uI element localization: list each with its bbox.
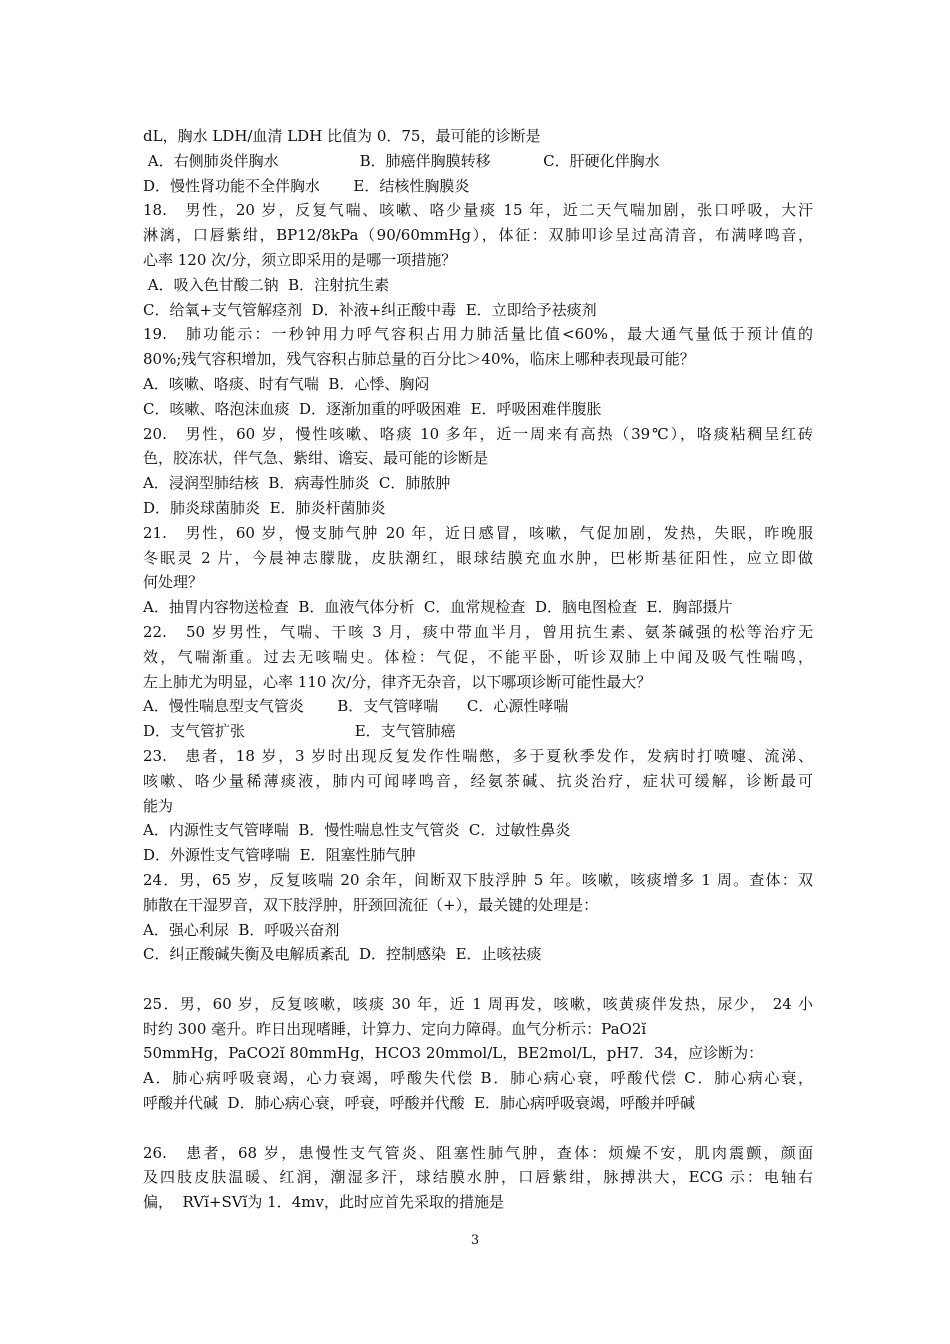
- text-line: 18. 男性，20 岁，反复气喘、咳嗽、咯少量痰 15 年，近二天气喘加剧，张口呼吸，大汗: [143, 201, 813, 220]
- text-line: 何处理？: [143, 573, 204, 592]
- text-line: 色，胶冻状，伴气急、紫绀、谵妄、最可能的诊断是: [143, 449, 489, 468]
- text-line: A．吸入色甘酸二钠 B．注射抗生素: [143, 275, 390, 294]
- text-line: 80%;残气容积增加，残气容积占肺总量的百分比＞40%，临床上哪种表现最可能？: [143, 350, 695, 369]
- text-line: A．肺心病呼吸衰竭，心力衰竭，呼酸失代偿 B．肺心病心衰，呼酸代偿 C．肺心病心衰，: [143, 1069, 813, 1088]
- text-line: 21. 男性，60 岁，慢支肺气肿 20 年，近日感冒，咳嗽，气促加剧，发热，失眠，昨晚服: [143, 523, 813, 542]
- text-line: 呼酸并代碱 D．肺心病心衰，呼衰，呼酸并代酸 E．肺心病呼吸衰竭，呼酸并呼碱: [143, 1094, 696, 1113]
- question-block: [143, 422, 813, 521]
- question-block: [143, 992, 813, 1116]
- question-block: [143, 1141, 813, 1215]
- text-line: 淋漓，口唇紫绀，BP12/8kPa（90/60mmHg），体征：双肺叩诊呈过高清音，布满哮鸣音，: [143, 226, 813, 245]
- text-line: 19. 肺功能示：一秒钟用力呼气容积占用力肺活量比值<60%，最大通气量低于预计值的: [143, 325, 813, 344]
- text-line: 24．男，65 岁，反复咳喘 20 余年，间断双下肢浮肿 5 年。咳嗽，咳痰增多 1 周。查体：双: [143, 870, 813, 889]
- text-line: A．咳嗽、咯痰、时有气喘 B．心悸、胸闷: [143, 374, 430, 393]
- text-line: C．纠正酸碱失衡及电解质紊乱 D．控制感染 E．止咳祛痰: [143, 945, 542, 964]
- text-line: 冬眠灵 2 片，今晨神志朦胧，皮肤潮红，眼球结膜充血水肿，巴彬斯基征阳性，应立即做: [143, 548, 813, 567]
- text-line: 及四肢皮肤温暖、红润，潮湿多汗，球结膜水肿，口唇紫绀，脉搏洪大，ECG 示：电轴右: [143, 1168, 813, 1187]
- text-line: 效，气喘渐重。过去无咳喘史。体检：气促，不能平卧，听诊双肺上中闻及吸气性喘鸣，: [143, 647, 813, 666]
- blank-line: [143, 967, 813, 992]
- text-line: 心率 120 次/分，须立即采用的是哪一项措施？: [143, 250, 457, 269]
- question-block: [143, 868, 813, 967]
- text-line: dL，胸水 LDH/血清 LDH 比值为 0．75，最可能的诊断是: [143, 127, 541, 145]
- page-number: 3: [470, 1233, 480, 1248]
- text-line: C．给氧+支气管解痉剂 D．补液+纠正酸中毒 E．立即给予祛痰剂: [143, 300, 597, 319]
- text-line: A．慢性喘息型支气管炎 B．支气管哮喘 C．心源性哮喘: [143, 697, 569, 716]
- question-block: [143, 620, 813, 744]
- text-line: A．内源性支气管哮喘 B．慢性喘息性支气管炎 C．过敏性鼻炎: [143, 821, 571, 840]
- text-line: 22. 50 岁男性，气喘、干咳 3 月，痰中带血半月，曾用抗生素、氨茶碱强的松等治疗无: [143, 622, 813, 641]
- text-line: D．慢性肾功能不全伴胸水 E．结核性胸膜炎: [143, 176, 470, 195]
- question-block: [143, 322, 813, 421]
- text-line: C．咳嗽、咯泡沫血痰 D．逐渐加重的呼吸困难 E．呼吸困难伴腹胀: [143, 399, 602, 418]
- text-line: 23. 患者，18 岁，3 岁时出现反复发作性喘憋，多于夏秋季发作，发病时打喷嚏、流涕、: [143, 746, 813, 765]
- text-line: 26. 患者，68 岁，患慢性支气管炎、阻塞性肺气肿，查体：烦燥不安，肌肉震颤，颜面: [143, 1143, 813, 1162]
- page-body: [143, 124, 813, 1215]
- text-line: 50mmHg，PaCO2ĭ 80mmHg，HCO3 20mmol/L，BE2mol/L，pH7．34，应诊断为：: [143, 1044, 764, 1063]
- text-line: A．抽胃内容物送检查 B．血液气体分析 C．血常规检查 D．脑电图检查 E．胸部摄片: [143, 598, 733, 617]
- text-line: A．浸润型肺结核 B．病毒性肺炎 C．肺脓肿: [143, 474, 451, 493]
- text-line: 20. 男性，60 岁，慢性咳嗽、咯痰 10 多年，近一周来有高热（39℃），咯痰粘稠呈红砖: [143, 424, 813, 443]
- text-line: 左上肺尤为明显，心率 110 次/分，律齐无杂音，以下哪项诊断可能性最大？: [143, 672, 652, 691]
- text-line: 偏， RVĭ+SVĭ为 1．4mv，此时应首先采取的措施是: [143, 1193, 504, 1212]
- question-block: [143, 124, 813, 198]
- text-line: 时约 300 毫升。昨日出现嗜睡，计算力、定向力障碍。血气分析示：PaO2ĭ: [143, 1019, 647, 1038]
- question-block: [143, 521, 813, 620]
- text-line: A．右侧肺炎伴胸水 B．肺癌伴胸膜转移 C．肝硬化伴胸水: [143, 151, 660, 170]
- question-block: [143, 744, 813, 868]
- question-block: [143, 198, 813, 322]
- text-line: 25．男，60 岁，反复咳嗽，咳痰 30 年，近 1 周再发，咳嗽，咳黄痰伴发热，尿少， 24 小: [143, 994, 813, 1013]
- text-line: 能为: [143, 796, 174, 815]
- text-line: 肺散在干湿罗音，双下肢浮肿，肝颈回流征（+），最关键的处理是：: [143, 895, 599, 914]
- text-line: D．支气管扩张 E．支气管肺癌: [143, 722, 456, 741]
- text-line: A．强心利尿 B．呼吸兴奋剂: [143, 920, 340, 939]
- blank-line: [143, 1116, 813, 1141]
- text-line: D．肺炎球菌肺炎 E．肺炎杆菌肺炎: [143, 498, 386, 517]
- text-line: D．外源性支气管哮喘 E．阻塞性肺气肿: [143, 846, 416, 865]
- text-line: 咳嗽、咯少量稀薄痰液，肺内可闻哮鸣音，经氨茶碱、抗炎治疗，症状可缓解，诊断最可: [143, 771, 813, 790]
